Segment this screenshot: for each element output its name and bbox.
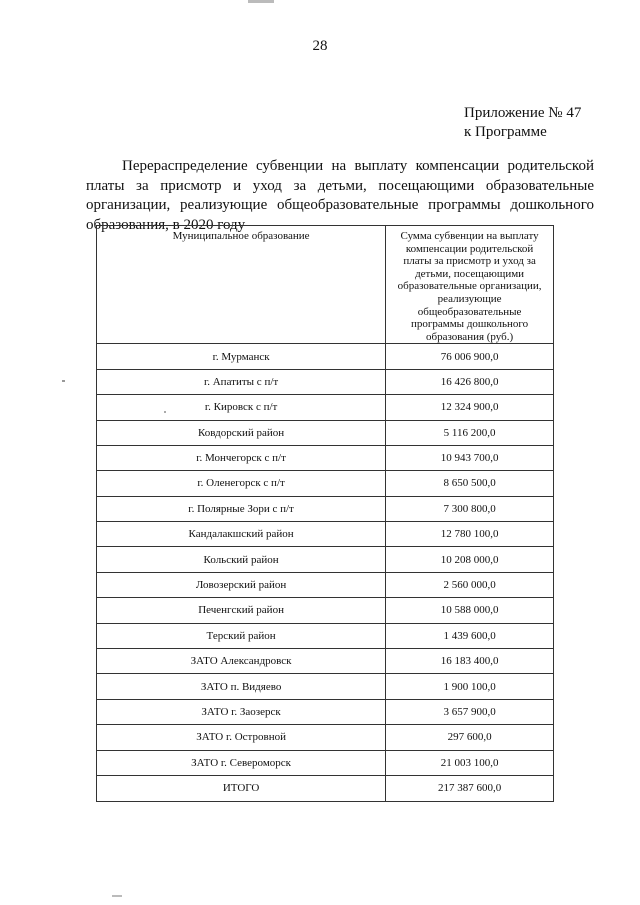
municipality-cell: ЗАТО г. Заозерск [97,699,386,724]
table-row [97,674,554,699]
table-body [97,344,554,776]
table-row [97,750,554,775]
document-title: Перераспределение субвенции на выплату компенсации родительской платы за присмотр и уход за детьми, посещающими образовательные организации, реализующие общеобразовательные программы дошкольного образования, в 2020 году [86,158,594,233]
total-label: ИТОГО [97,775,386,801]
municipality-cell: Ковдорский район [97,420,386,445]
table-row [97,522,554,547]
subvention-table [96,225,554,802]
amount-cell: 12 780 100,0 [386,522,554,547]
municipality-cell: Кольский район [97,547,386,572]
amount-cell: 297 600,0 [386,725,554,750]
table-row [97,420,554,445]
municipality-cell: ЗАТО п. Видяево [97,674,386,699]
table-row [97,725,554,750]
header-amount [386,226,554,344]
amount-cell: 12 324 900,0 [386,395,554,420]
appendix-note [464,104,581,142]
table-row [97,699,554,724]
header-amount-text: Сумма субвенции на выплату компенсации родительской платы за присмотр и уход за детьми, посещающими образовательные организации, реализующие общеобразовательные программы дошкольного образования (руб.) [397,230,542,343]
table-row [97,395,554,420]
table-row [97,445,554,470]
amount-cell: 10 943 700,0 [386,445,554,470]
municipality-cell: ЗАТО г. Североморск [97,750,386,775]
scan-speck [62,380,65,382]
table-header-row [97,226,554,344]
amount-cell: 5 116 200,0 [386,420,554,445]
amount-cell: 7 300 800,0 [386,496,554,521]
amount-cell: 2 560 000,0 [386,572,554,597]
municipality-cell: г. Полярные Зори с п/т [97,496,386,521]
scan-speck [112,895,122,897]
amount-cell: 10 588 000,0 [386,598,554,623]
municipality-cell: ЗАТО г. Островной [97,725,386,750]
table-row [97,623,554,648]
municipality-cell: Терский район [97,623,386,648]
total-amount: 217 387 600,0 [386,775,554,801]
municipality-cell: Кандалакшский район [97,522,386,547]
amount-cell: 16 183 400,0 [386,649,554,674]
table-row [97,496,554,521]
amount-cell: 8 650 500,0 [386,471,554,496]
amount-cell: 1 900 100,0 [386,674,554,699]
page-number: 28 [312,38,328,54]
municipality-cell: ЗАТО Александровск [97,649,386,674]
amount-cell: 1 439 600,0 [386,623,554,648]
amount-cell: 3 657 900,0 [386,699,554,724]
table-row [97,471,554,496]
municipality-cell: г. Мончегорск с п/т [97,445,386,470]
municipality-cell: г. Апатиты с п/т [97,369,386,394]
scan-speck [248,0,274,3]
amount-cell: 21 003 100,0 [386,750,554,775]
table-row [97,547,554,572]
total-row [97,775,554,801]
municipality-cell: г. Мурманск [97,344,386,369]
municipality-cell: г. Кировск с п/т [97,395,386,420]
table-row [97,598,554,623]
amount-cell: 76 006 900,0 [386,344,554,369]
table-row [97,344,554,369]
municipality-cell: Ловозерский район [97,572,386,597]
header-municipality: Муниципальное образование [97,226,386,344]
appendix-line-1: Приложение № 47 [464,105,582,121]
table-row [97,572,554,597]
table-row [97,369,554,394]
table-row [97,649,554,674]
municipality-cell: г. Оленегорск с п/т [97,471,386,496]
appendix-line-2: к Программе [464,124,547,140]
amount-cell: 10 208 000,0 [386,547,554,572]
amount-cell: 16 426 800,0 [386,369,554,394]
municipality-cell: Печенгский район [97,598,386,623]
